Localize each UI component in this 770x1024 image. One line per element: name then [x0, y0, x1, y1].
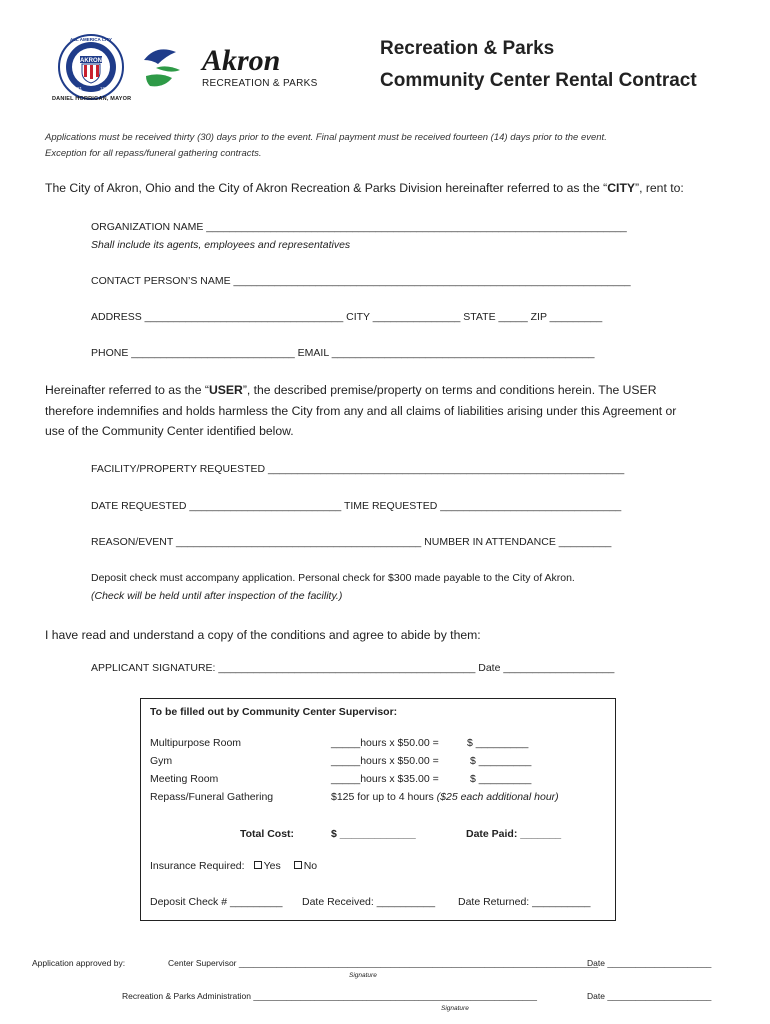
deposit-check-number-field[interactable]: Deposit Check # _________ — [150, 896, 283, 908]
insurance-no-checkbox[interactable] — [294, 861, 302, 869]
phone-email-field[interactable]: PHONE ____________________________ EMAIL _____________________________________________ — [91, 347, 595, 359]
page-title-line1: Recreation & Parks — [380, 38, 555, 59]
insurance-required: Insurance Required: Yes No — [150, 860, 318, 872]
user-clause-line2: therefore indemnifies and holds harmless the City from any and all claims of liabilities arising under this Agreement or — [45, 404, 677, 418]
signature-caption: Signature — [349, 972, 377, 979]
logo-leaf-blue-icon — [144, 49, 176, 64]
rate-row-amount[interactable]: $ _________ — [467, 737, 529, 749]
rate-row-label: Gym — [150, 755, 173, 767]
total-cost-label: Total Cost: — [240, 828, 295, 840]
rate-row-calc[interactable]: _____hours x $35.00 = — [331, 773, 439, 785]
date-returned-field[interactable]: Date Returned: __________ — [458, 896, 591, 908]
repass-price: $125 for up to 4 hours ($25 each additional hour) — [331, 791, 559, 803]
supervisor-date-field[interactable]: Date ______________________ — [587, 958, 712, 968]
user-clause-line1: Hereinafter referred to as the “USER”, the described premise/property on terms and conditions herein. The USER — [45, 383, 657, 397]
insurance-yes-checkbox[interactable] — [254, 861, 262, 869]
organization-note: Shall include its agents, employees and representatives — [91, 239, 351, 251]
seal-city-text: AKRON — [80, 58, 102, 64]
date-paid-field[interactable]: Date Paid: _______ — [466, 828, 562, 840]
address-city-state-zip-field[interactable]: ADDRESS __________________________________ CITY _______________ STATE _____ ZIP _________ — [91, 311, 603, 323]
reason-attendance-field[interactable]: REASON/EVENT __________________________________________ NUMBER IN ATTENDANCE _________ — [91, 536, 612, 548]
facility-requested-field[interactable]: FACILITY/PROPERTY REQUESTED _____________________________________________________________ — [91, 463, 625, 475]
administration-signature-field[interactable]: Recreation & Parks Administration ____________________________________________________________ — [122, 991, 537, 1001]
date-received-field[interactable]: Date Received: __________ — [302, 896, 436, 908]
contact-person-field[interactable]: CONTACT PERSON’S NAME ____________________________________________________________________ — [91, 275, 631, 287]
akron-recreation-parks-logo — [142, 40, 318, 96]
intro-paragraph: The City of Akron, Ohio and the City of Akron Recreation & Parks Division hereinafter referred to as the “CITY”, rent to: — [45, 181, 684, 195]
rate-row-label: Meeting Room — [150, 773, 219, 785]
rate-row-calc[interactable]: _____hours x $50.00 = — [331, 755, 439, 767]
center-supervisor-signature-field[interactable]: Center Supervisor ____________________________________________________________________________ — [168, 958, 599, 968]
approval-label: Application approved by: — [32, 958, 126, 968]
supervisor-heading: To be filled out by Community Center Supervisor: — [150, 706, 398, 718]
rate-row-amount[interactable]: $ _________ — [470, 773, 532, 785]
organization-name-field[interactable]: ORGANIZATION NAME ________________________________________________________________________ — [91, 221, 627, 233]
rate-row-amount[interactable]: $ _________ — [470, 755, 532, 767]
deadline-notice: Applications must be received thirty (30) days prior to the event. Final payment must be received fourteen (14) days prior to the event. — [45, 132, 607, 143]
city-term: CITY — [607, 181, 636, 195]
administration-date-field[interactable]: Date ______________________ — [587, 991, 712, 1001]
user-term: USER — [208, 383, 243, 397]
supervisor-section — [140, 698, 616, 921]
logo-subtitle-text: RECREATION & PARKS — [202, 78, 318, 89]
date-time-requested-field[interactable]: DATE REQUESTED __________________________ TIME REQUESTED _______________________________ — [91, 500, 622, 512]
rate-row-label: Multipurpose Room — [150, 737, 242, 749]
agreement-statement: I have read and understand a copy of the conditions and agree to abide by them: — [45, 628, 481, 642]
seal-year-left: 1981 — [72, 86, 83, 91]
seal-banner-text: ALL AMERICA CITY — [69, 37, 113, 42]
deposit-instructions: Deposit check must accompany application. Personal check for $300 made payable to the City of Akron. — [91, 572, 575, 584]
page-title-line2: Community Center Rental Contract — [380, 70, 697, 91]
city-of-akron-seal — [58, 34, 124, 100]
rate-row-calc[interactable]: _____hours x $50.00 = — [331, 737, 439, 749]
exception-notice: Exception for all repass/funeral gathering contracts. — [45, 148, 262, 159]
applicant-signature-field[interactable]: APPLICANT SIGNATURE: ____________________________________________ Date ___________________ — [91, 662, 615, 674]
mayor-name: DANIEL HORRIGAN, MAYOR — [52, 96, 132, 102]
repass-label: Repass/Funeral Gathering — [150, 791, 274, 803]
user-clause-line3: use of the Community Center identified below. — [45, 424, 294, 438]
insurance-no-label: No — [303, 860, 318, 872]
logo-akron-text: Akron — [202, 44, 281, 77]
seal-year-right: 1995 — [100, 86, 111, 91]
total-cost-field[interactable]: $ _____________ — [331, 828, 416, 840]
insurance-yes-label: Yes — [263, 860, 281, 872]
deposit-note: (Check will be held until after inspection of the facility.) — [91, 590, 343, 602]
logo-leaf-green-icon — [146, 74, 172, 86]
signature-caption: Signature — [441, 1005, 469, 1012]
